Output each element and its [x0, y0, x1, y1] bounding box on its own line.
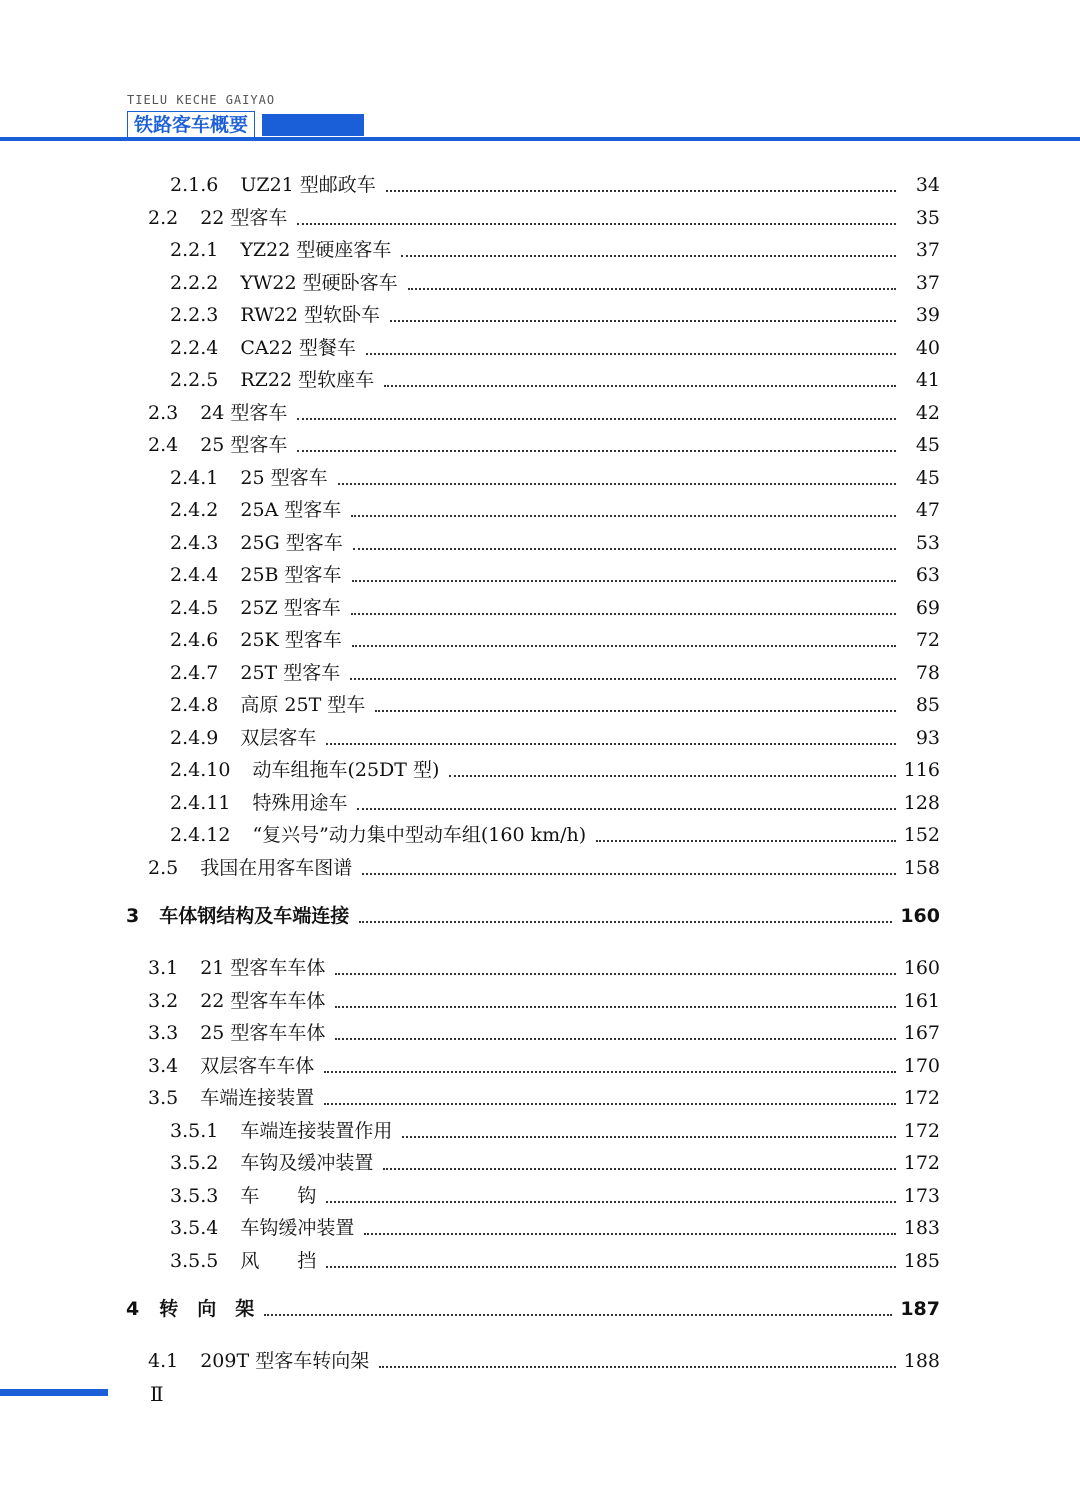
toc-leader-dots	[408, 288, 896, 290]
toc-entry-page: 173	[903, 1184, 940, 1207]
toc-leader-dots	[383, 1168, 895, 1170]
toc-entry-number: 2.3	[148, 401, 179, 424]
toc-entry-title: 转 向 架	[159, 1298, 255, 1320]
toc-entry-number: 2.4.11	[170, 791, 231, 814]
toc-leader-dots	[297, 223, 896, 225]
toc-entry-number: 2.4.9	[170, 726, 219, 749]
toc-entry-page: 63	[915, 564, 940, 586]
toc-entry-title: YW22 型硬卧客车	[240, 271, 398, 294]
toc-entry[interactable]	[170, 620, 940, 652]
toc-entry-number: 3.5.2	[170, 1152, 219, 1174]
toc-entry[interactable]	[170, 555, 940, 587]
toc-entry-number: 2.4.7	[170, 661, 219, 684]
toc-entry-title: RZ22 型软座车	[240, 369, 375, 391]
toc-entry-title: 车 钩	[240, 1184, 317, 1207]
toc-entry-number: 2.4.1	[170, 466, 219, 489]
toc-entry-number: 2.4.8	[170, 694, 219, 716]
toc-entry-page: 35	[915, 206, 940, 229]
toc-leader-dots	[352, 645, 896, 647]
toc-entry[interactable]	[148, 425, 940, 457]
toc-leader-dots	[384, 385, 896, 387]
toc-entry-title: 25B 型客车	[240, 564, 342, 586]
toc-entry[interactable]	[148, 1046, 940, 1078]
toc-entry[interactable]	[148, 1013, 940, 1045]
toc-entry-page: 45	[915, 466, 940, 489]
toc-entry-title: 车钩及缓冲装置	[240, 1152, 374, 1174]
toc-entry-page: 183	[903, 1217, 940, 1239]
toc-entry-page: 78	[915, 661, 940, 684]
toc-entry-number: 2.2.3	[170, 304, 219, 326]
toc-entry-title: 25A 型客车	[240, 499, 342, 521]
toc-leader-dots	[402, 1136, 895, 1138]
toc-leader-dots	[326, 1201, 895, 1203]
toc-entry-title: 我国在用客车图谱	[200, 856, 353, 879]
toc-leader-dots	[326, 743, 896, 745]
toc-entry-number: 2.5	[148, 856, 179, 879]
toc-entry[interactable]	[170, 1143, 940, 1175]
toc-leader-dots	[335, 973, 895, 975]
toc-entry-title: YZ22 型硬座客车	[240, 239, 392, 261]
toc-entry[interactable]	[170, 750, 940, 782]
toc-entry[interactable]	[170, 1208, 940, 1240]
toc-entry-number: 2.4.6	[170, 629, 219, 651]
toc-entry-number: 2.4.2	[170, 499, 219, 521]
header-accent-block	[262, 114, 364, 136]
toc-entry[interactable]	[148, 948, 940, 980]
toc-entry-title: 双层客车车体	[200, 1054, 315, 1077]
toc-entry-page: 85	[915, 694, 940, 716]
toc-entry-page: 160	[903, 957, 940, 979]
toc-entry[interactable]	[170, 328, 940, 360]
toc-entry-number: 2.4.5	[170, 596, 219, 619]
toc-entry-title: 25 型客车车体	[200, 1022, 326, 1044]
toc-entry-page: 172	[903, 1119, 940, 1142]
toc-entry-title: 25Z 型客车	[240, 596, 341, 619]
toc-entry-title: “复兴号”动力集中型动车组(160 km/h)	[252, 824, 587, 846]
toc-leader-dots	[350, 678, 896, 680]
toc-entry[interactable]	[170, 295, 940, 327]
toc-entry-number: 2.2.1	[170, 239, 219, 261]
toc-entry[interactable]	[170, 523, 940, 555]
toc-entry-title: 双层客车	[240, 726, 317, 749]
toc-entry-page: 53	[915, 531, 940, 554]
toc-entry-page: 37	[915, 271, 940, 294]
toc-entry-number: 2.1.6	[170, 174, 219, 196]
toc-entry[interactable]	[170, 783, 940, 815]
toc-entry[interactable]	[170, 165, 940, 197]
toc-entry-title: 车端连接装置作用	[240, 1119, 393, 1142]
toc-entry[interactable]	[170, 263, 940, 295]
toc-entry-title: 25 型客车	[240, 466, 328, 489]
toc-entry-page: 45	[915, 434, 940, 456]
toc-entry-title: 22 型客车车体	[200, 989, 326, 1012]
toc-entry[interactable]	[148, 1078, 940, 1110]
toc-entry[interactable]	[126, 896, 940, 928]
toc-leader-dots	[297, 418, 896, 420]
toc-entry-title: 车体钢结构及车端连接	[159, 905, 350, 927]
toc-entry-page: 167	[903, 1022, 940, 1044]
toc-leader-dots	[596, 840, 896, 842]
toc-leader-dots	[366, 353, 896, 355]
toc-entry-title: 动车组拖车(25DT 型)	[252, 759, 440, 781]
toc-entry-title: UZ21 型邮政车	[240, 174, 376, 196]
toc-entry-number: 2.4	[148, 434, 179, 456]
toc-entry[interactable]	[170, 1111, 940, 1143]
toc-entry-title: CA22 型餐车	[240, 336, 356, 359]
toc-entry-page: 172	[903, 1152, 940, 1174]
toc-entry[interactable]	[170, 1241, 940, 1273]
toc-entry[interactable]	[170, 588, 940, 620]
toc-entry[interactable]	[170, 490, 940, 522]
toc-entry-page: 128	[903, 791, 940, 814]
toc-entry-title: 车端连接装置	[200, 1087, 315, 1109]
toc-entry-page: 40	[915, 336, 940, 359]
toc-leader-dots	[335, 1006, 895, 1008]
toc-entry-page: 160	[900, 905, 940, 927]
toc-entry-number: 3.2	[148, 989, 179, 1012]
toc-entry-page: 93	[915, 726, 940, 749]
toc-entry-title: 25G 型客车	[240, 531, 343, 554]
toc-entry-page: 158	[903, 856, 940, 879]
header-pinyin: TIELU KECHE GAIYAO	[127, 93, 276, 107]
toc-entry-page: 116	[903, 759, 940, 781]
toc-entry-number: 2.4.3	[170, 531, 219, 554]
footer-accent-bar	[0, 1389, 108, 1396]
toc-entry-number: 2.2.5	[170, 369, 219, 391]
header-rule	[0, 137, 1080, 141]
toc-entry[interactable]	[170, 360, 940, 392]
toc-entry-number: 2.4.12	[170, 824, 231, 846]
toc-leader-dots	[324, 1103, 896, 1105]
toc-leader-dots	[364, 1233, 895, 1235]
toc-entry-number: 3.5.3	[170, 1184, 219, 1207]
toc-entry-number: 3	[126, 905, 140, 927]
toc-entry-title: 24 型客车	[200, 401, 288, 424]
toc-leader-dots	[351, 515, 896, 517]
toc-entry[interactable]	[170, 653, 940, 685]
toc-entry-title: 高原 25T 型车	[240, 694, 366, 716]
toc-leader-dots	[351, 613, 896, 615]
toc-leader-dots	[324, 1071, 896, 1073]
toc-entry[interactable]	[126, 1289, 940, 1321]
toc-entry-page: 39	[915, 304, 940, 326]
toc-entry-number: 3.3	[148, 1022, 179, 1044]
toc-entry-number: 2.4.10	[170, 759, 231, 781]
toc-entry-title: 特殊用途车	[252, 791, 348, 814]
toc-leader-dots	[352, 580, 896, 582]
toc-entry-number: 2.2	[148, 206, 179, 229]
toc-entry[interactable]	[170, 718, 940, 750]
toc-entry-number: 3.5	[148, 1087, 179, 1109]
toc-entry[interactable]	[170, 458, 940, 490]
toc-entry-number: 2.2.2	[170, 271, 219, 294]
toc-entry-number: 3.4	[148, 1054, 179, 1077]
toc-entry[interactable]	[148, 1341, 940, 1373]
toc-entry-page: 72	[915, 629, 940, 651]
toc-leader-dots	[390, 320, 896, 322]
toc-leader-dots	[338, 483, 896, 485]
toc-entry-page: 152	[903, 824, 940, 846]
toc-entry-title: RW22 型软卧车	[240, 304, 380, 326]
toc-entry-page: 161	[903, 989, 940, 1012]
toc-entry-title: 22 型客车	[200, 206, 288, 229]
toc-entry-title: 21 型客车车体	[200, 957, 326, 979]
toc-entry-page: 188	[903, 1350, 940, 1372]
toc-entry-number: 2.2.4	[170, 336, 219, 359]
toc-entry-page: 34	[915, 174, 940, 196]
toc-entry-page: 187	[900, 1298, 940, 1320]
toc-leader-dots	[379, 1366, 896, 1368]
toc-leader-dots	[357, 808, 895, 810]
toc-leader-dots	[297, 450, 896, 452]
toc-leader-dots	[375, 710, 896, 712]
toc-entry-number: 3.5.1	[170, 1119, 219, 1142]
toc-entry-page: 37	[915, 239, 940, 261]
toc-leader-dots	[386, 190, 896, 192]
toc-entry-title: 25 型客车	[200, 434, 288, 456]
toc-entry-title: 风 挡	[240, 1249, 317, 1272]
toc-entry-page: 185	[903, 1249, 940, 1272]
toc-leader-dots	[264, 1314, 892, 1316]
toc-entry-number: 3.1	[148, 957, 179, 979]
book-title: 铁路客车概要	[127, 111, 255, 139]
page-number: Ⅱ	[150, 1382, 164, 1406]
toc-leader-dots	[401, 255, 896, 257]
toc-entry-number: 3.5.5	[170, 1249, 219, 1272]
toc-entry-page: 47	[915, 499, 940, 521]
toc-entry[interactable]	[148, 393, 940, 425]
toc-entry[interactable]	[148, 848, 940, 880]
toc-entry-number: 3.5.4	[170, 1217, 219, 1239]
toc-entry-page: 170	[903, 1054, 940, 1077]
toc-entry-number: 4	[126, 1298, 140, 1320]
toc-leader-dots	[362, 873, 896, 875]
toc-leader-dots	[359, 921, 892, 923]
toc-entry[interactable]	[170, 1176, 940, 1208]
toc-entry[interactable]	[170, 815, 940, 847]
toc-entry-number: 2.4.4	[170, 564, 219, 586]
toc-leader-dots	[326, 1266, 895, 1268]
toc-entry-page: 69	[915, 596, 940, 619]
toc-entry-title: 25K 型客车	[240, 629, 342, 651]
toc-entry-number: 4.1	[148, 1350, 179, 1372]
toc-entry-page: 41	[915, 369, 940, 391]
toc-entry-page: 42	[915, 401, 940, 424]
toc-entry-title: 车钩缓冲装置	[240, 1217, 355, 1239]
toc-entry-title: 25T 型客车	[240, 661, 341, 684]
toc-entry[interactable]	[170, 230, 940, 262]
toc-entry[interactable]	[148, 981, 940, 1013]
toc-entry[interactable]	[148, 198, 940, 230]
toc-leader-dots	[335, 1038, 895, 1040]
toc-entry[interactable]	[170, 685, 940, 717]
toc-entry-title: 209T 型客车转向架	[200, 1350, 370, 1372]
toc-leader-dots	[449, 775, 895, 777]
toc-entry-page: 172	[903, 1087, 940, 1109]
toc-leader-dots	[353, 548, 896, 550]
